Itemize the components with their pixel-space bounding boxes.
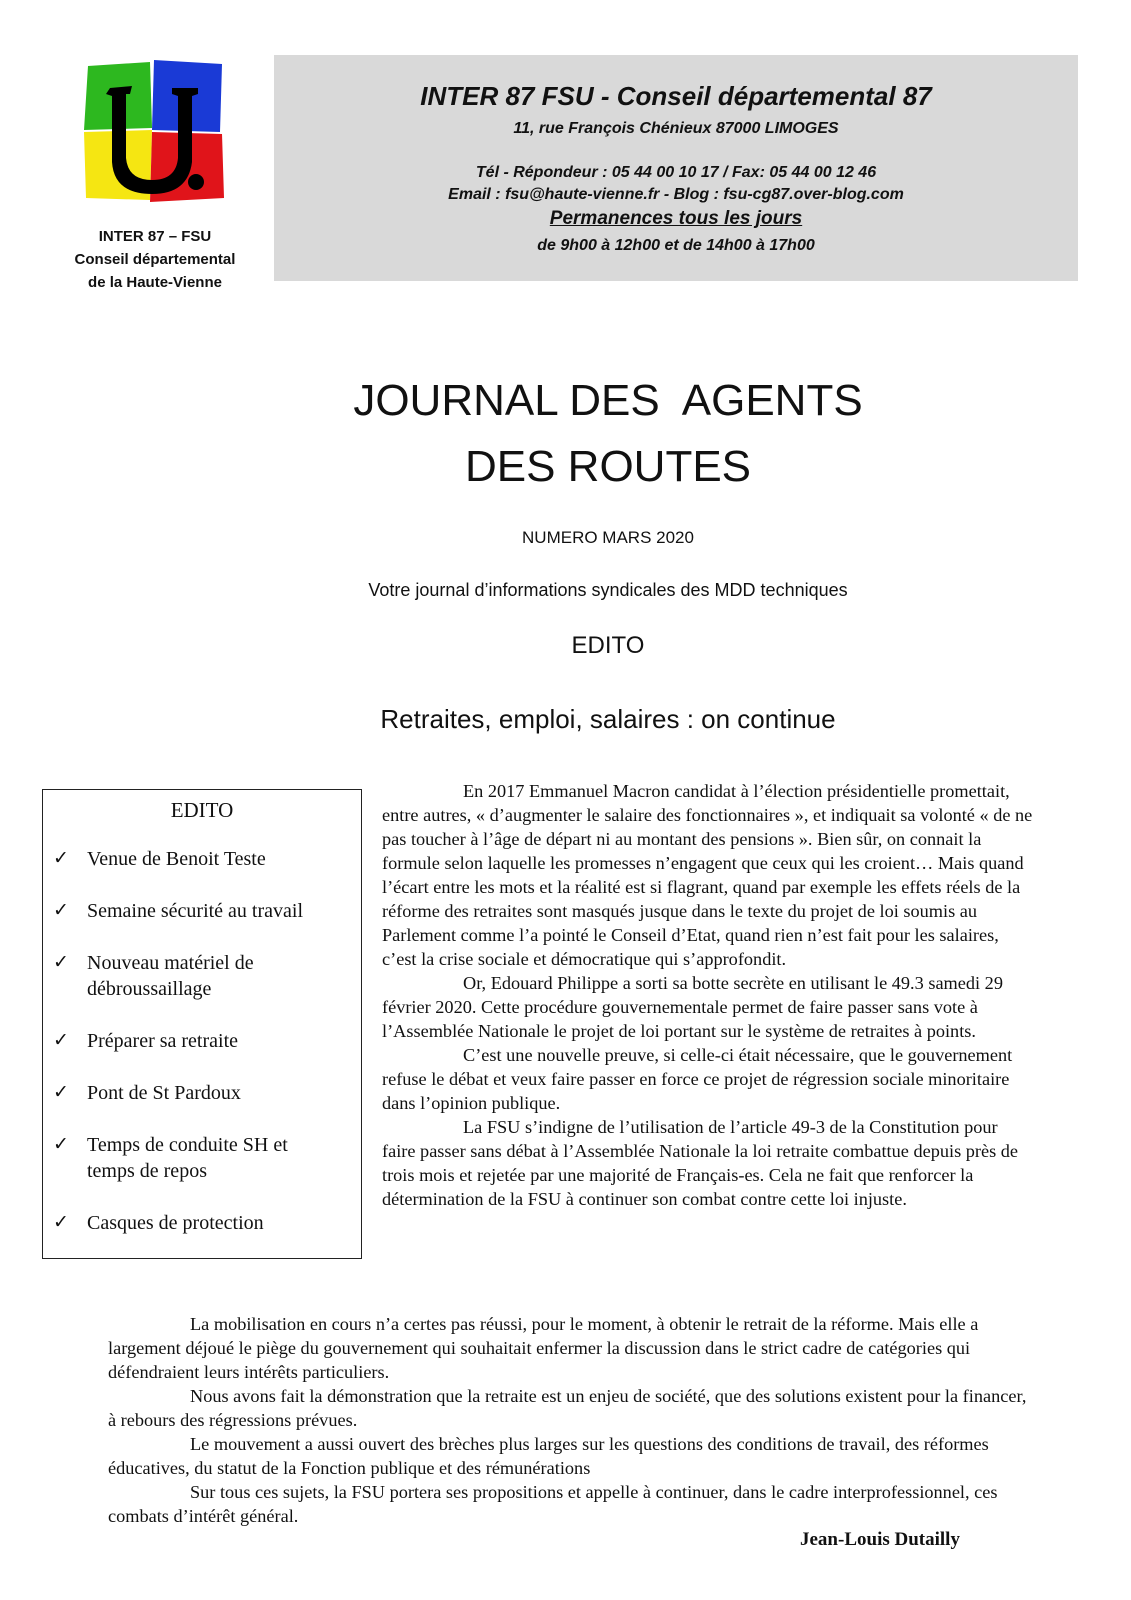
check-icon: ✓: [53, 900, 69, 921]
journal-title: [0, 368, 1131, 500]
toc-item-label: Semaine sécurité au travail: [87, 900, 304, 922]
toc-item-label: Temps de conduite SH et temps de repos: [87, 1134, 288, 1182]
author-signature: Jean-Louis Dutailly: [800, 1529, 960, 1550]
toc-item: [53, 846, 353, 872]
article-paragraph: Sur tous ces sujets, la FSU portera ses propositions et appelle à continuer, dans le cadre interprofessionnel, ces combats d’intérêt général.: [108, 1482, 998, 1526]
header-phone: Tél - Répondeur : 05 44 00 10 17 / Fax: 05 44 00 12 46: [475, 164, 877, 181]
journal-title-line: DES ROUTES: [464, 442, 752, 491]
logo-caption-line: de la Haute-Vienne: [88, 274, 222, 291]
edito-conclusion: [108, 1312, 1038, 1528]
header-hours: de 9h00 à 12h00 et de 14h00 à 17h00: [537, 237, 815, 254]
table-of-contents: [42, 789, 362, 1259]
issue-number: NUMERO MARS 2020: [522, 528, 694, 547]
toc-title: EDITO: [170, 798, 234, 822]
toc-item: [53, 898, 353, 924]
toc-item: [53, 1132, 353, 1184]
journal-title-line: JOURNAL DES AGENTS: [353, 376, 863, 425]
check-icon: ✓: [53, 848, 69, 869]
toc-item-label: Casques de protection: [87, 1212, 264, 1234]
article-paragraph: En 2017 Emmanuel Macron candidat à l’élection présidentielle promettait, entre autres, « d’augmenter le salaire des fonctionnaires », et indiquait sa volonté « de ne pas toucher à l’âge de départ ni au montant des pensions ». Bien sûr, on connait la formule selon laquelle les promesses n’engagent que ceux qui les croient… Mais quand l’écart entre les mots et la réalité est si flagrant, quand par exemple les effets réels de la réforme des retraites sont masqués jusque dans le texte du projet de loi soumis au Parlement comme l’a pointé le Conseil d’Etat, quand rien n’est fait pour les salaires, c’est la crise sociale et démocratique qui s’approfondit.: [382, 781, 1033, 969]
article-paragraph: Or, Edouard Philippe a sorti sa botte secrète en utilisant le 49.3 samedi 29 février 2020. Cette procédure gouvernementale permet de faire passer sans vote à l’Assemblée Nationale le projet de loi portant sur le système de retraites à points.: [382, 973, 1003, 1041]
check-icon: ✓: [53, 1082, 69, 1103]
union-logo: [80, 58, 228, 208]
toc-item-label: Venue de Benoit Teste: [87, 848, 266, 870]
article-paragraph: La FSU s’indigne de l’utilisation de l’article 49-3 de la Constitution pour faire passer sans débat à l’Assemblée Nationale la loi retraite combattue depuis près de trois mois et rejetée par une majorité de Français-es. Cela ne fait que renforcer la détermination de la FSU à continuer son combat contre cette loi injuste.: [382, 1117, 1019, 1209]
article-paragraph: Nous avons fait la démonstration que la retraite est un enjeu de société, que des solutions existent pour la financer, à rebours des régressions prévues.: [108, 1386, 1027, 1430]
check-icon: ✓: [53, 1212, 69, 1233]
check-icon: ✓: [53, 952, 69, 973]
toc-list: [53, 846, 353, 1262]
edito-article: [382, 779, 1034, 1211]
toc-item-label: Préparer sa retraite: [87, 1030, 239, 1052]
header-contact-box: [274, 55, 1078, 281]
toc-item: [53, 950, 353, 1002]
journal-tagline: Votre journal d’informations syndicales des MDD techniques: [368, 580, 848, 600]
toc-item: [53, 1210, 353, 1236]
article-paragraph: Le mouvement a aussi ouvert des brèches plus larges sur les questions des conditions de travail, des réformes éducatives, du statut de la Fonction publique et des rémunérations: [108, 1434, 989, 1478]
toc-item-label: Pont de St Pardoux: [87, 1082, 241, 1104]
article-paragraph: C’est une nouvelle preuve, si celle-ci était nécessaire, que le gouvernement refuse le débat et veux faire passer en force ce projet de régression sociale minoritaire dans l’opinion publique.: [382, 1045, 1013, 1113]
check-icon: ✓: [53, 1030, 69, 1051]
check-icon: ✓: [53, 1134, 69, 1155]
edito-heading: EDITO: [571, 632, 645, 659]
header-address: 11, rue François Chénieux 87000 LIMOGES: [513, 120, 839, 137]
header-title: INTER 87 FSU - Conseil départemental 87: [420, 81, 932, 111]
fsu-u-logo-icon: [80, 58, 228, 208]
toc-item: [53, 1028, 353, 1054]
header-permanences: Permanences tous les jours: [549, 208, 803, 229]
header-email: Email : fsu@haute-vienne.fr - Blog : fsu-cg87.over-blog.com: [448, 186, 904, 203]
edito-subtitle: Retraites, emploi, salaires : on continue: [380, 704, 836, 734]
article-paragraph: La mobilisation en cours n’a certes pas réussi, pour le moment, à obtenir le retrait de la réforme. Mais elle a largement déjoué le piège du gouvernement qui souhaitait enfermer la discussion dans le strict cadre de catégories qui défendraient leurs intérêts particuliers.: [108, 1314, 979, 1382]
logo-caption: [55, 225, 255, 294]
logo-caption-line: Conseil départemental: [74, 251, 236, 268]
toc-item: [53, 1080, 353, 1106]
logo-caption-line: INTER 87 – FSU: [98, 228, 212, 245]
toc-item-label: Nouveau matériel de débroussaillage: [87, 952, 254, 1000]
